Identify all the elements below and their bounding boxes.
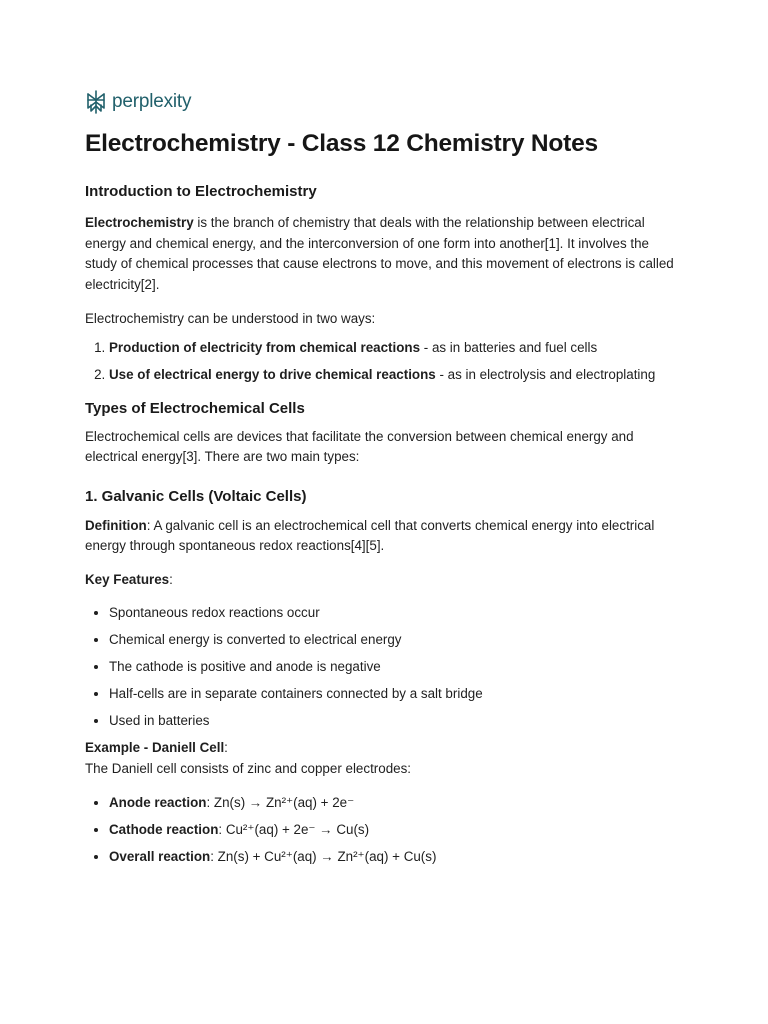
list-item [109, 365, 684, 386]
reaction-equation: : Cu²⁺(aq) + 2e⁻ → Cu(s) [218, 822, 370, 837]
reaction-term: Overall reaction [109, 849, 211, 864]
example-label: Example - Daniell Cell [85, 740, 225, 755]
reaction-equation: : Zn(s) + Cu²⁺(aq) → Zn²⁺(aq) + Cu(s) [210, 849, 437, 864]
ways-list [85, 338, 684, 386]
list-item: • The cathode is positive and anode is negative [109, 657, 684, 678]
key-features-list [85, 603, 684, 732]
list-item [109, 793, 684, 814]
definition-text: : A galvanic cell is an electrochemical cell that converts chemical energy into electrical energy through spontaneous redox reactions[4][5]. [85, 517, 655, 553]
reaction-equation: : Zn(s) → Zn²⁺(aq) + 2e⁻ [206, 795, 355, 810]
list-item [109, 847, 684, 868]
list-item: • Spontaneous redox reactions occur [109, 603, 684, 624]
reactions-list [85, 793, 684, 868]
intro-term: Electrochemistry [85, 215, 194, 230]
list-item-term: Production of electricity from chemical reactions [109, 339, 421, 355]
list-item [109, 820, 684, 841]
types-paragraph: Electrochemical cells are devices that facilitate the conversion between chemical energy and electrical energy[3]. There are two main types: [85, 428, 634, 464]
list-item: • Chemical energy is converted to electrical energy [109, 630, 684, 651]
key-features-label [85, 570, 684, 591]
brand-name: perplexity [112, 91, 192, 112]
intro-paragraph [85, 213, 684, 295]
key-features-term: Key Features [85, 571, 170, 587]
intro-definition: is the branch of chemistry that deals with the relationship between electrical energy and chemical energy, and the interconversion of one form into another[1]. It involves the study of chemical processes that cause electrons to move, and this movement of electrons is called electricity[2]. [85, 215, 674, 292]
section-heading-galvanic: 1. Galvanic Cells (Voltaic Cells) [85, 487, 307, 505]
list-item [109, 338, 684, 359]
section-heading-types: Types of Electrochemical Cells [85, 399, 305, 417]
list-item: • Used in batteries [109, 711, 684, 732]
example-colon: : [224, 740, 228, 755]
reaction-term: Cathode reaction [109, 822, 219, 837]
section-heading-introduction: Introduction to Electrochemistry [85, 183, 317, 200]
list-item-text: - as in batteries and fuel cells [420, 339, 598, 355]
key-features-colon: : [169, 571, 173, 587]
brand-logo [85, 88, 684, 116]
example-paragraph [85, 738, 684, 779]
ways-paragraph: Electrochemistry can be understood in two ways: [85, 311, 376, 326]
list-item: • Half-cells are in separate containers connected by a salt bridge [109, 684, 684, 705]
galvanic-definition-paragraph [85, 516, 684, 557]
reaction-term: Anode reaction [109, 795, 207, 810]
example-text: The Daniell cell consists of zinc and copper electrodes: [85, 760, 412, 776]
perplexity-logo-icon [85, 90, 107, 114]
list-item-term: Use of electrical energy to drive chemical reactions [109, 367, 436, 382]
definition-term: Definition [85, 517, 147, 533]
list-item-text: - as in electrolysis and electroplating [435, 367, 656, 382]
page-title: Electrochemistry - Class 12 Chemistry Notes [85, 130, 598, 157]
